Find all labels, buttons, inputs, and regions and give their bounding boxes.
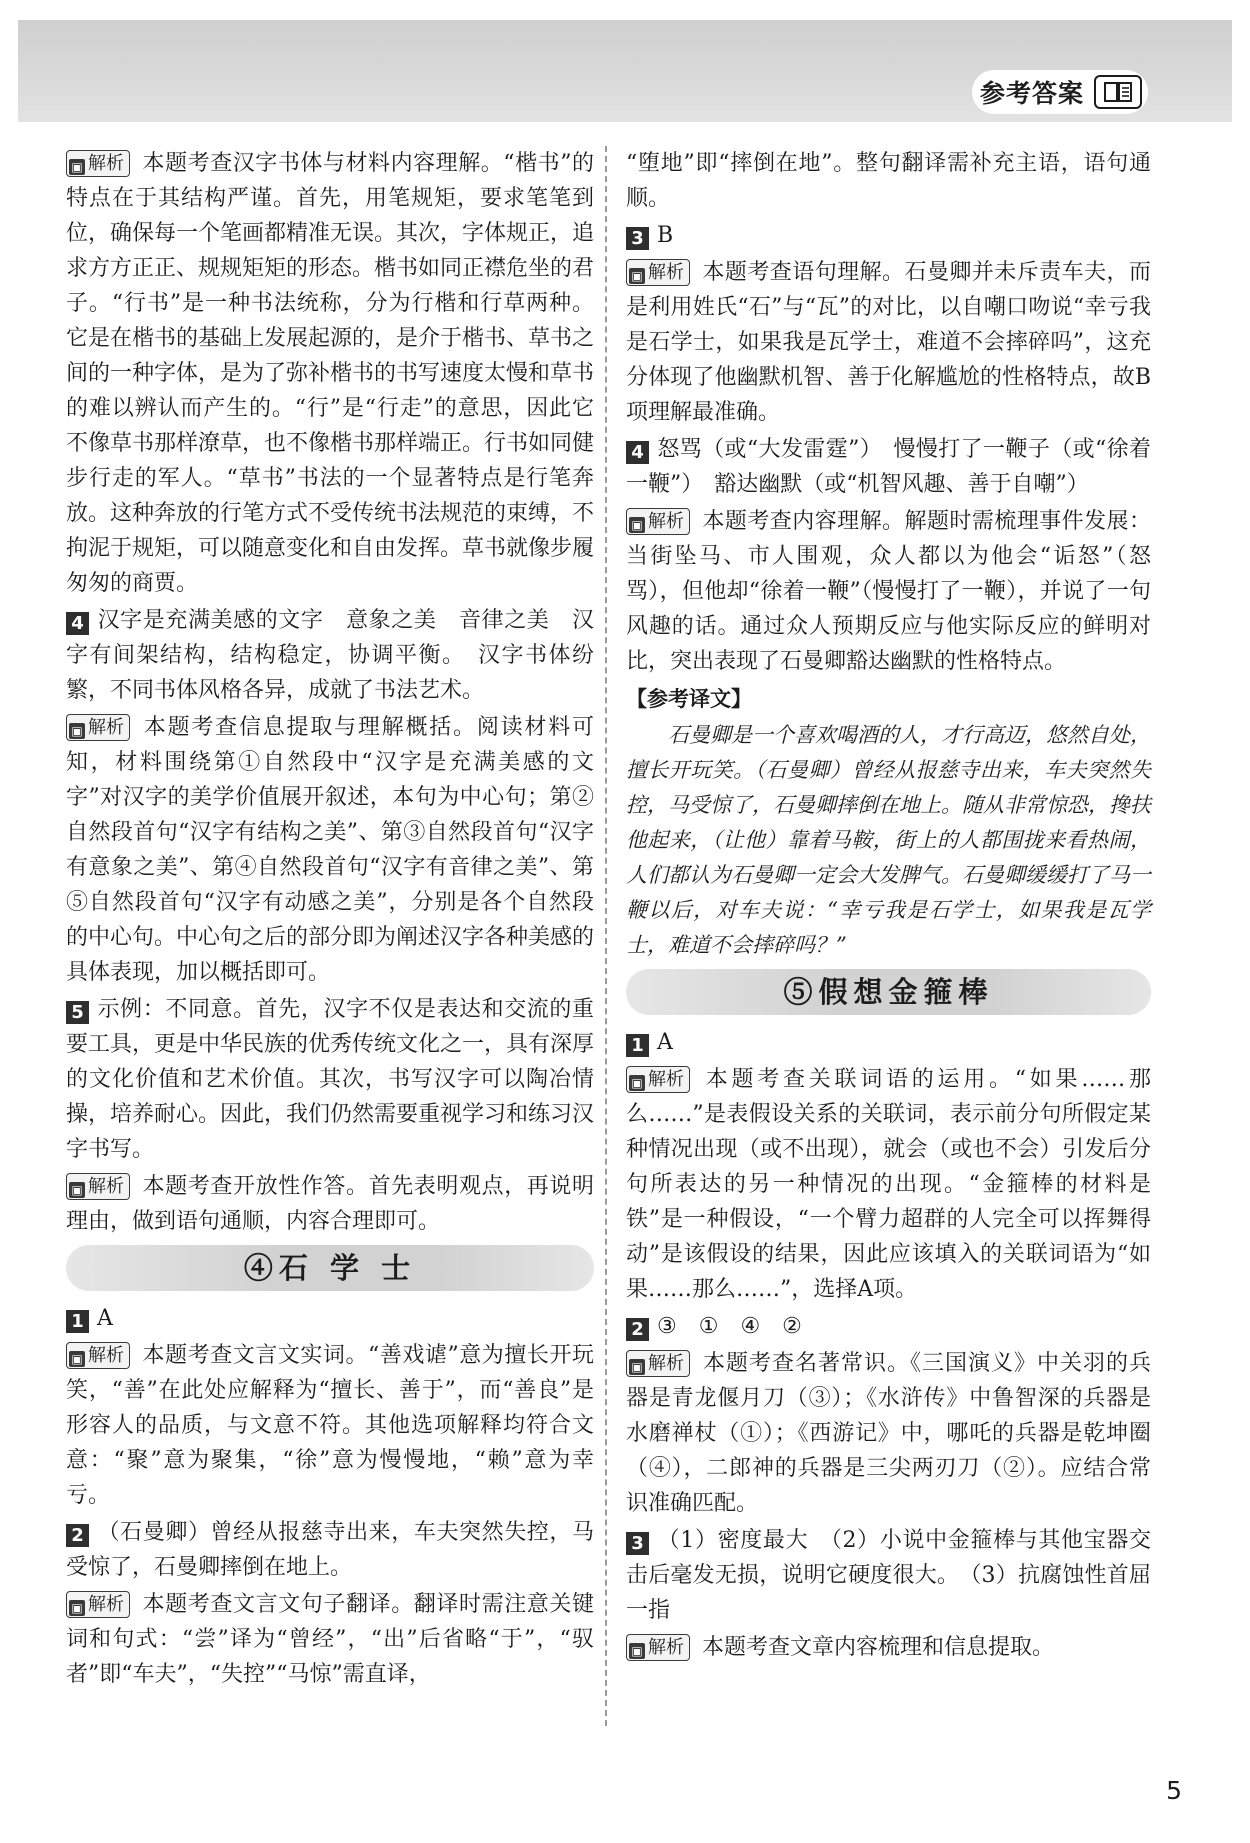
paragraph-text: 本题考查文章内容梳理和信息提取。 xyxy=(702,1635,1055,1660)
paragraph-text: 本题考查文言文实词。“善戏谑”意为擅长开玩笑，“善”在此处应解释为“擅长、善于”，而“善良”是形容人的品质，与文意不符。其他选项解释均符合文意：“聚”意为聚集，“徐”意为慢慢地，“赖”意为幸亏。 xyxy=(66,1343,594,1508)
analysis-label: 解析 xyxy=(648,262,684,283)
analysis-paragraph xyxy=(626,1346,1151,1521)
paragraph-text: 本题考查信息提取与理解概括。阅读材料可知，材料围绕第①自然段中“汉字是充满美感的文字”对汉字的美学价值展开叙述，本句为中心句；第②自然段首句“汉字有结构之美”、第③自然段首句“汉字有意象之美”、第④自然段首句“汉字有音律之美”、第⑤自然段首句“汉字有动感之美”，分别是各个自然段的中心句。中心句之后的部分即为阐述汉字各种美感的具体表现，加以概括即可。 xyxy=(66,715,595,985)
analysis-tag xyxy=(626,1066,690,1093)
answer-item xyxy=(66,992,594,1167)
analysis-icon: ▣ xyxy=(69,1182,85,1198)
analysis-tag xyxy=(626,1350,690,1377)
section-title: ⑤假想金箍棒 xyxy=(783,975,994,1009)
answer-key-label: 参考答案 xyxy=(979,79,1084,108)
analysis-icon: ▣ xyxy=(69,1600,85,1616)
answer-item xyxy=(626,432,1151,502)
question-number-badge: 4 xyxy=(626,441,649,464)
analysis-paragraph xyxy=(626,1630,1151,1665)
analysis-tag xyxy=(66,150,130,177)
analysis-paragraph xyxy=(626,1062,1151,1307)
reference-translation-text xyxy=(626,718,1151,963)
section-banner xyxy=(626,969,1151,1015)
analysis-icon: ▣ xyxy=(69,159,85,175)
paragraph-text: 汉字是充满美感的文字 意象之美 音律之美 汉字有间架结构，结构稳定，协调平衡。 汉字书体纷繁，不同书体风格各异，成就了书法艺术。 xyxy=(66,608,594,703)
analysis-tag xyxy=(626,1634,690,1661)
paragraph-text: A xyxy=(97,1306,113,1331)
book-icon xyxy=(1094,75,1142,109)
answer-item xyxy=(626,1025,1151,1060)
paragraph-text: 本题考查关联词语的运用。“如果……那么……”是表假设关系的关联词，表示前分句所假定某种情况出现（或不出现），就会（或也不会）引发后分句所表达的另一种情况的出现。“金箍棒的材料是铁”是一种假设，“一个臂力超群的人完全可以挥舞得动”是该假设的结果，因此应该填入的关联词语为“如果……那么……”，选择A项。 xyxy=(626,1067,1151,1302)
analysis-tag xyxy=(626,508,690,535)
paragraph-text: 石曼卿是一个喜欢喝酒的人，才行高迈，悠然自处，擅长开玩笑。（石曼卿）曾经从报慈寺出来，车夫突然失控，马受惊了，石曼卿摔倒在地上。随从非常惊恐，搀扶他起来，（让他）靠着马鞍，街上的人都围拢来看热闹，人们都认为石曼卿一定会大发脾气。石曼卿缓缓打了马一鞭以后，对车夫说：“幸亏我是石学士，如果我是瓦学士，难道不会摔碎吗？” xyxy=(626,723,1151,957)
answer-item xyxy=(626,1523,1151,1628)
analysis-label: 解析 xyxy=(88,1345,124,1366)
analysis-tag xyxy=(66,1173,130,1200)
analysis-tag xyxy=(66,714,130,741)
analysis-icon: ▣ xyxy=(629,1643,645,1659)
paragraph-text: “堕地”即“摔倒在地”。整句翻译需补充主语，语句通顺。 xyxy=(626,151,1151,211)
paragraph-text: （1）密度最大 （2）小说中金箍棒与其他宝器交击后毫发无损，说明它硬度很大。 （3）抗腐蚀性首屈一指 xyxy=(626,1528,1151,1623)
analysis-tag xyxy=(66,1342,130,1369)
paragraph-text: B xyxy=(657,223,674,248)
analysis-label: 解析 xyxy=(88,1594,124,1615)
analysis-tag xyxy=(66,1591,130,1618)
analysis-paragraph xyxy=(66,1169,594,1239)
analysis-label: 解析 xyxy=(88,1176,124,1197)
analysis-icon: ▣ xyxy=(629,517,645,533)
paragraph-text: 本题考查文言文句子翻译。翻译时需注意关键词和句式：“尝”译为“曾经”，“出”后省略“于”，“驭者”即“车夫”，“失控”“马惊”需直译， xyxy=(66,1592,594,1687)
analysis-label: 解析 xyxy=(88,717,124,738)
analysis-tag xyxy=(626,259,690,286)
page-number: 5 xyxy=(1166,1776,1182,1805)
analysis-paragraph xyxy=(66,146,594,601)
analysis-paragraph xyxy=(66,1338,594,1513)
analysis-icon: ▣ xyxy=(629,268,645,284)
answer-item xyxy=(626,218,1151,253)
answer-key-tab xyxy=(972,70,1148,114)
reference-translation-heading xyxy=(626,681,1151,716)
question-number-badge: 3 xyxy=(626,227,649,250)
paragraph-text: 本题考查内容理解。解题时需梳理事件发展：当街坠马、市人围观，众人都以为他会“诟怒”（怒骂），但他却“徐着一鞭”（慢慢打了一鞭），并说了一句风趣的话。通过众人预期反应与他实际反应的鲜明对比，突出表现了石曼卿豁达幽默的性格特点。 xyxy=(626,509,1151,674)
analysis-icon: ▣ xyxy=(69,1351,85,1367)
answer-item xyxy=(66,603,594,708)
section-title: ④石 学 士 xyxy=(243,1251,417,1285)
paragraph-text: 怒骂（或“大发雷霆”） 慢慢打了一鞭子（或“徐着一鞭”） 豁达幽默（或“机智风趣、善于自嘲”） xyxy=(626,437,1151,497)
question-number-badge: 2 xyxy=(66,1524,89,1547)
analysis-label: 解析 xyxy=(648,1353,684,1374)
paragraph-text: 【参考译文】 xyxy=(626,686,752,711)
analysis-icon: ▣ xyxy=(629,1359,645,1375)
page-header xyxy=(18,20,1232,122)
answer-item xyxy=(66,1301,594,1336)
paragraph-text: ③ ① ④ ② xyxy=(657,1314,802,1339)
question-number-badge: 4 xyxy=(66,612,89,635)
paragraph-text: 本题考查名著常识。《三国演义》中关羽的兵器是青龙偃月刀（③）；《水浒传》中鲁智深的兵器是水磨禅杖（①）；《西游记》中，哪吒的兵器是乾坤圈（④），二郎神的兵器是三尖两刃刀（②）。应结合常识准确匹配。 xyxy=(626,1351,1151,1516)
question-number-badge: 5 xyxy=(66,1001,89,1024)
column-divider xyxy=(605,146,607,1726)
paragraph-text: 本题考查开放性作答。首先表明观点，再说明理由，做到语句通顺，内容合理即可。 xyxy=(66,1174,594,1234)
paragraph-text: 本题考查汉字书体与材料内容理解。“楷书”的特点在于其结构严谨。首先，用笔规矩，要求笔笔到位，确保每一个笔画都精准无误。其次，字体规正，追求方方正正、规规矩矩的形态。楷书如同正襟危坐的君子。“行书”是一种书法统称，分为行楷和行草两种。它是在楷书的基础上发展起源的，是介于楷书、草书之间的一种字体，是为了弥补楷书的书写速度太慢和草书的难以辨认而产生的。“行”是“行走”的意思，因此它不像草书那样潦草，也不像楷书那样端正。行书如同健步行走的军人。“草书”书法的一个显著特点是行笔奔放。这种奔放的行笔方式不受传统书法规范的束缚，不拘泥于规矩，可以随意变化和自由发挥。草书就像步履匆匆的商贾。 xyxy=(66,151,595,596)
section-banner xyxy=(66,1245,594,1291)
analysis-label: 解析 xyxy=(648,1637,684,1658)
right-column xyxy=(626,146,1151,1667)
paragraph-text: 本题考查语句理解。石曼卿并未斥责车夫，而是利用姓氏“石”与“瓦”的对比，以自嘲口吻说“幸亏我是石学士，如果我是瓦学士，难道不会摔碎吗”，这充分体现了他幽默机智、善于化解尴尬的性格特点，故B项理解最准确。 xyxy=(626,260,1151,425)
analysis-label: 解析 xyxy=(648,1069,684,1090)
question-number-badge: 1 xyxy=(626,1034,649,1057)
analysis-paragraph xyxy=(66,710,594,990)
analysis-label: 解析 xyxy=(648,511,684,532)
question-number-badge: 3 xyxy=(626,1532,649,1555)
paragraph-text: 示例：不同意。首先，汉字不仅是表达和交流的重要工具，更是中华民族的优秀传统文化之一，具有深厚的文化价值和艺术价值。其次，书写汉字可以陶冶情操，培养耐心。因此，我们仍然需要重视学习和练习汉字书写。 xyxy=(66,997,595,1162)
answer-item xyxy=(626,1309,1151,1344)
left-column xyxy=(66,146,594,1694)
paragraph-continued xyxy=(626,146,1151,216)
analysis-icon: ▣ xyxy=(629,1075,645,1091)
analysis-paragraph xyxy=(66,1587,594,1692)
question-number-badge: 1 xyxy=(66,1310,89,1333)
paragraph-text: （石曼卿）曾经从报慈寺出来，车夫突然失控，马受惊了，石曼卿摔倒在地上。 xyxy=(66,1520,594,1580)
answer-item xyxy=(66,1515,594,1585)
analysis-paragraph xyxy=(626,255,1151,430)
question-number-badge: 2 xyxy=(626,1318,649,1341)
analysis-icon: ▣ xyxy=(69,723,85,739)
analysis-paragraph xyxy=(626,504,1151,679)
paragraph-text: A xyxy=(657,1030,673,1055)
analysis-label: 解析 xyxy=(88,153,124,174)
